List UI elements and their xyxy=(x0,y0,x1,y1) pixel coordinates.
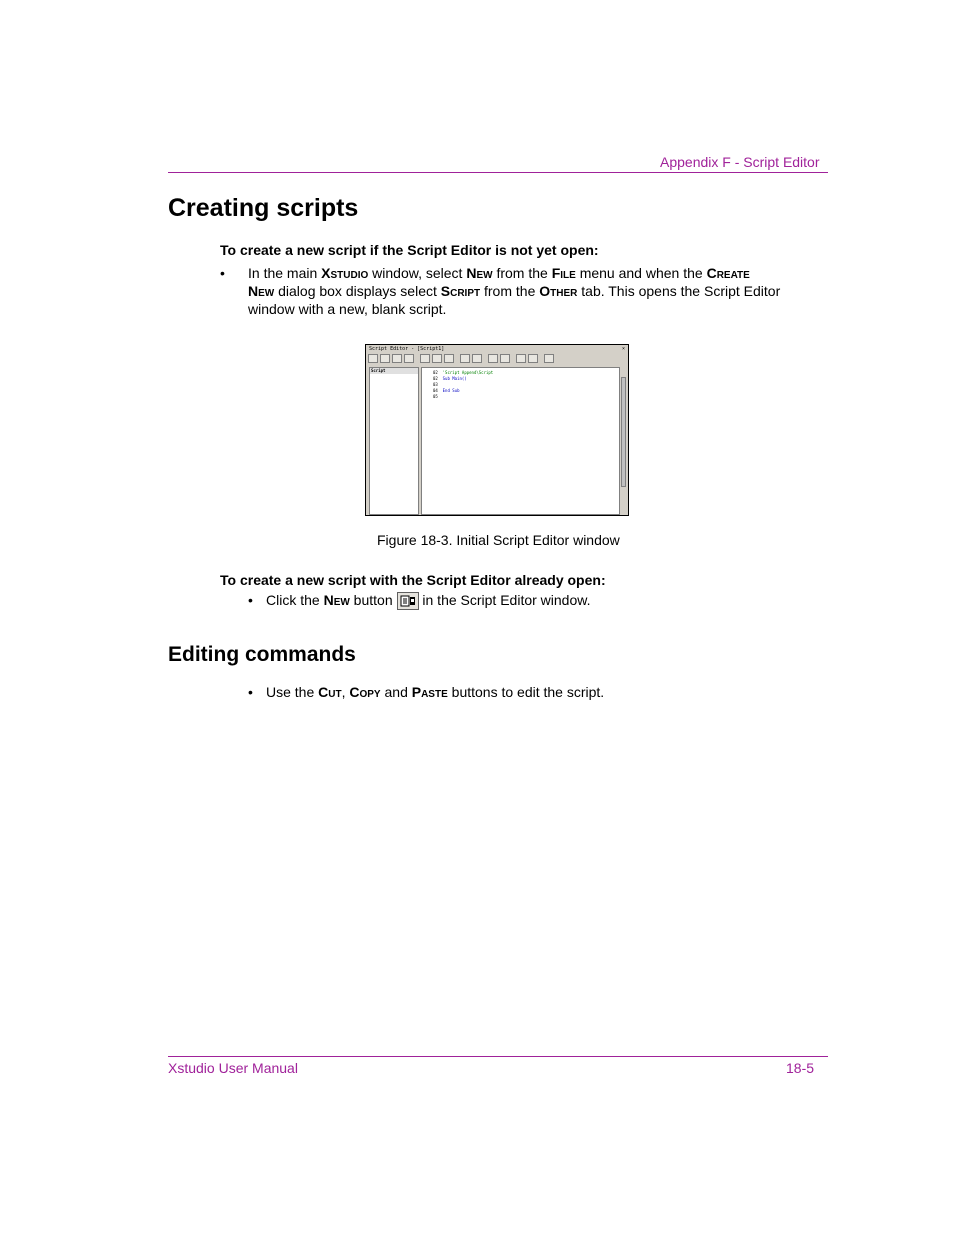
code-line xyxy=(433,388,460,393)
new-button-icon xyxy=(397,592,419,610)
toolbar-find-icon xyxy=(460,354,470,363)
toolbar-outdent-icon xyxy=(500,354,510,363)
toolbar-new-icon xyxy=(368,354,378,363)
code-line xyxy=(433,370,493,375)
code-line-text: End Sub xyxy=(442,388,460,393)
scrollbar-thumb xyxy=(621,377,626,487)
section-title-creating-scripts: Creating scripts xyxy=(168,194,359,222)
bullet-text-3: Use the Cut, Copy and Paste buttons to edit the script. xyxy=(266,684,605,700)
script-code-pane xyxy=(421,367,620,515)
code-line-number: 03 xyxy=(433,382,443,387)
code-line xyxy=(433,382,443,387)
code-line-text: Sub Main() xyxy=(442,376,467,381)
close-icon: × xyxy=(621,346,625,352)
bullet-marker: • xyxy=(248,684,253,700)
code-line-text: 'Script Append\Script xyxy=(442,370,494,375)
scrollbar xyxy=(619,367,627,515)
code-line-number: 05 xyxy=(433,394,443,399)
toolbar-open-icon xyxy=(380,354,390,363)
toolbar-print-icon xyxy=(404,354,414,363)
code-line-number: 04 xyxy=(433,388,443,393)
script-editor-toolbar xyxy=(367,353,627,365)
code-line-number: 02 xyxy=(433,376,443,381)
toolbar-replace-icon xyxy=(472,354,482,363)
header-rule xyxy=(168,172,828,173)
toolbar-paste-icon xyxy=(444,354,454,363)
figure-caption: Figure 18-3. Initial Script Editor window xyxy=(377,532,620,548)
toolbar-list-icon xyxy=(544,354,554,363)
script-editor-titlebar xyxy=(367,346,627,352)
script-tree-pane xyxy=(369,367,419,515)
bullet-text-2: Click the New button in the Script Editor window. xyxy=(266,592,591,608)
toolbar-save-icon xyxy=(392,354,402,363)
script-editor-title: Script Editor - [Script1] xyxy=(369,346,445,352)
running-header: Appendix F - Script Editor xyxy=(660,154,820,170)
code-line xyxy=(433,394,443,399)
section-title-editing-commands: Editing commands xyxy=(168,643,356,666)
toolbar-copy-icon xyxy=(432,354,442,363)
procedure-heading-2: To create a new script with the Script Editor already open: xyxy=(220,572,606,588)
code-line xyxy=(433,376,467,381)
toolbar-cut-icon xyxy=(420,354,430,363)
bullet-line-2: New dialog box displays select Script from the Other tab. This opens the Script Editor xyxy=(248,283,781,299)
bullet-marker: • xyxy=(220,265,225,281)
toolbar-stop-icon xyxy=(528,354,538,363)
footer-rule xyxy=(168,1056,828,1057)
footer-title: Xstudio User Manual xyxy=(168,1060,298,1076)
script-editor-screenshot xyxy=(365,344,629,516)
code-line-number: 02 xyxy=(433,370,443,375)
toolbar-indent-icon xyxy=(488,354,498,363)
toolbar-run-icon xyxy=(516,354,526,363)
bullet-line-3: window with a new, blank script. xyxy=(248,301,447,317)
bullet-text-1 xyxy=(248,264,808,318)
bullet-marker: • xyxy=(248,592,253,608)
bullet-line-1: In the main Xstudio window, select New from the File menu and when the Create xyxy=(248,265,750,281)
page-number: 18-5 xyxy=(786,1060,815,1076)
script-tree-item: Script xyxy=(370,368,418,374)
procedure-heading-1: To create a new script if the Script Editor is not yet open: xyxy=(220,242,599,258)
